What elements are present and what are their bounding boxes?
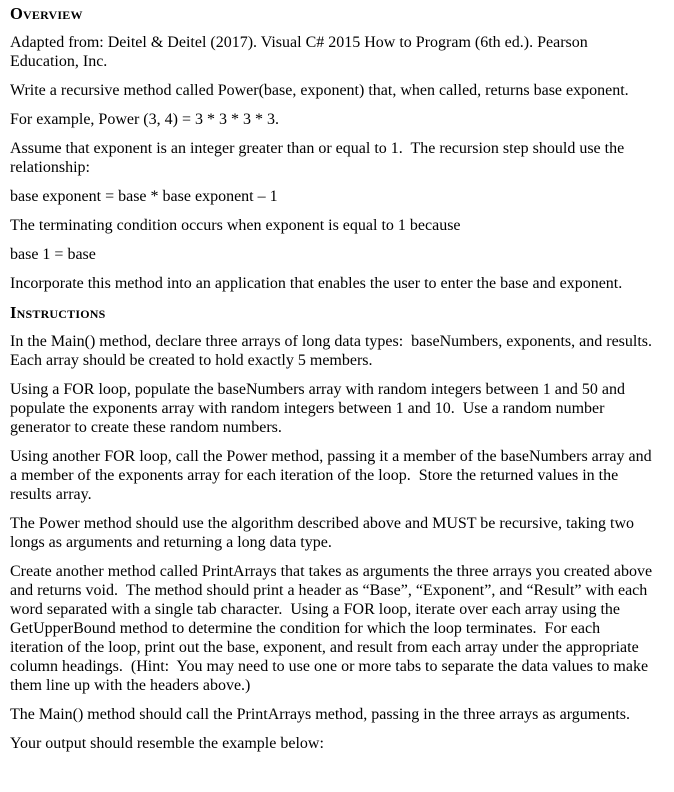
paragraph-call-power: Using another FOR loop, call the Power method, passing it a member of the baseNumbers array and a member of the exponents array for each iteration of the loop. Store the returned values in the results array. [10,448,656,503]
paragraph-power-example: For example, Power (3, 4) = 3 * 3 * 3 * 3. [10,111,279,128]
paragraph-terminating-condition: The terminating condition occurs when exponent is equal to 1 because [10,217,461,234]
paragraph-incorporate-method: Incorporate this method into an application that enables the user to enter the base and exponent. [10,275,623,292]
paragraph-printarrays-method: Create another method called PrintArrays that takes as arguments the three arrays you created above and returns void. The method should print a header as “Base”, “Exponent”, and “Result” with each word separated with a single tab character. Using a FOR loop, iterate over each array using the GetUpperBound method to determine the condition for which the loop terminates. For each iteration of the loop, print out the base, exponent, and result from each array under the appropriate column headings. (Hint: You may need to use one or more tabs to separate the data values to make them line up with the headers above.) [10,563,657,694]
paragraph-power-requirements: The Power method should use the algorithm described above and MUST be recursive, taking two longs as arguments and returning a long data type. [10,515,639,551]
paragraph-declare-arrays: In the Main() method, declare three arrays of long data types: baseNumbers, exponents, and results. Each array should be created to hold exactly 5 members. [10,333,661,369]
paragraph-recursion-relationship: base exponent = base * base exponent – 1 [10,188,278,205]
instructions-heading: Instructions [10,303,106,322]
paragraph-populate-arrays: Using a FOR loop, populate the baseNumbers array with random integers between 1 and 50 and populate the exponents array with random integers between 1 and 10. Use a random number generator to create these random numbers. [10,381,629,436]
paragraph-main-calls-printarrays: The Main() method should call the PrintArrays method, passing in the three arrays as arguments. [10,706,630,723]
paragraph-base-case: base 1 = base [10,246,96,263]
overview-heading: Overview [10,4,83,23]
paragraph-recursion-assumption: Assume that exponent is an integer greater than or equal to 1. The recursion step should use the relationship: [10,140,629,176]
paragraph-source-attribution: Adapted from: Deitel & Deitel (2017). Visual C# 2015 How to Program (6th ed.). Pearson Education, Inc. [10,34,592,70]
paragraph-task-statement: Write a recursive method called Power(base, exponent) that, when called, returns base exponent. [10,82,629,99]
paragraph-output-example-intro: Your output should resemble the example below: [10,735,324,752]
section-overview [10,4,654,293]
section-instructions [10,303,661,753]
